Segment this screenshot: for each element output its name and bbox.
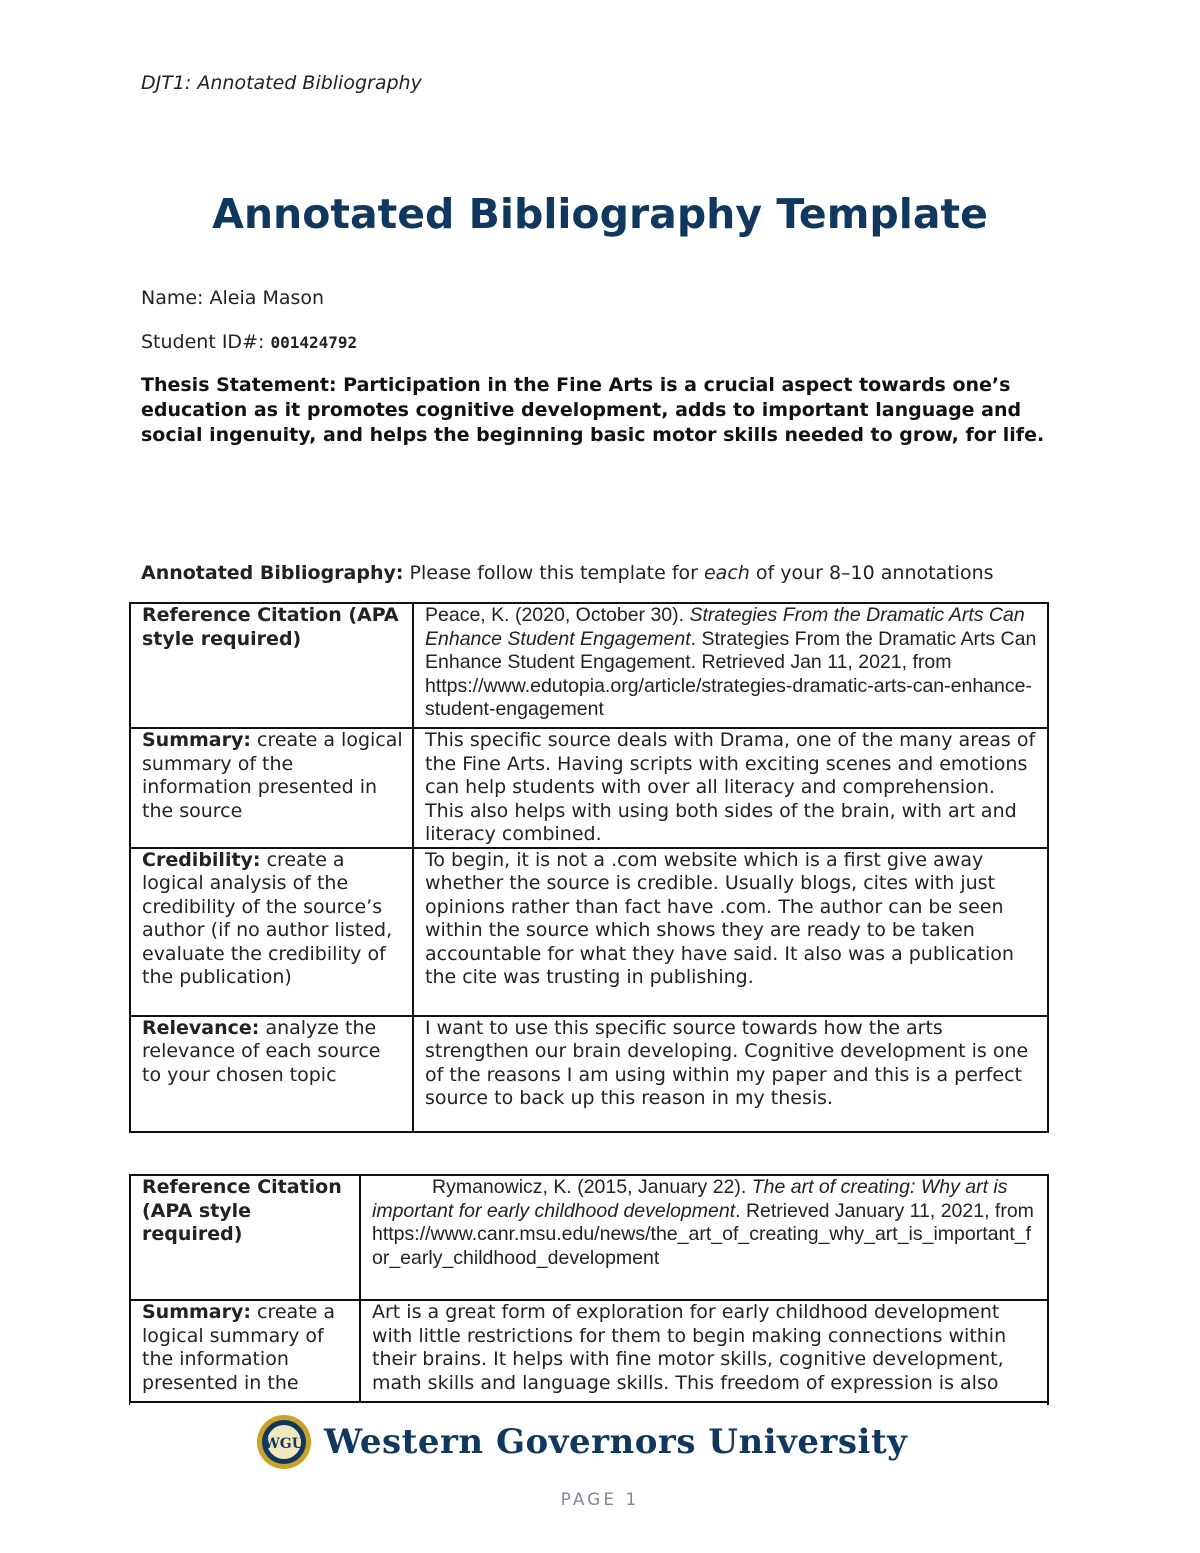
credibility-row [130,848,1048,1016]
annotation-table-1 [129,602,1049,1133]
summary-label: Summary: [142,729,251,751]
citation-author: Rymanowicz, K. (2015, January 22). [432,1176,752,1198]
summary-row [130,1300,1048,1404]
annotation-table-2 [129,1174,1049,1405]
instructions-text-after: of your 8–10 annotations [749,562,994,584]
summary-desc: create a logical summary of the information presented in the [142,1301,336,1394]
credibility-desc: create a logical analysis of the credibility of the source’s author (if no author listed, evaluate the credibility of the publication) [142,848,393,988]
instructions-emphasis: each [703,562,750,584]
summary-desc: create a logical summary of the information presented in the source [142,729,403,822]
relevance-label: Relevance: [142,1016,260,1039]
document-title: Annotated Bibliography Template [212,190,988,238]
name-field [141,287,324,309]
university-name: Western Governors University [324,1422,908,1462]
student-id-value: 001424792 [270,333,358,352]
relevance-label-cell [130,1016,413,1132]
relevance-desc: analyze the relevance of each source to your chosen topic [142,1016,381,1086]
instructions-label: Annotated Bibliography: [141,562,404,584]
citation-label-cell [130,603,413,728]
citation-row [130,1175,1048,1300]
citation-label-cell [130,1175,360,1300]
running-header: DJT1: Annotated Bibliography [141,72,422,94]
summary-label: Summary: [142,1301,251,1323]
summary-cell: Art is a great form of exploration for early childhood development with little restrictions for them to begin making connections within their brains. It helps with fine motor skills, cognitive development, math skills and language skills. This freedom of expression is also [360,1300,1048,1404]
citation-title: Strategies From the Dramatic Arts Can Enhance Student Engagement [425,604,1025,650]
citation-cell [360,1175,1048,1300]
citation-author: Peace, K. (2020, October 30). [425,604,690,626]
citation-rest: . Strategies From the Dramatic Arts Can Enhance Student Engagement. Retrieved Jan 11, 2021, from https://www.edutopia.org/article/strategies-dramatic-arts-can-enhance-student-engagement [425,627,1037,720]
summary-row [130,728,1048,848]
student-id-field [141,331,357,353]
summary-cell: This specific source deals with Drama, one of the many areas of the Fine Arts. Having scripts with exciting scenes and emotions can help students with over all literacy and comprehension. This also helps with using both sides of the brain, with art and literacy combined. [413,728,1048,848]
instructions-text-before: Please follow this template for [403,562,704,584]
citation-rest: . Retrieved January 11, 2021, from https://www.canr.msu.edu/news/the_art_of_creating_why_art_is_important_for_early_childhood_development [372,1199,1034,1269]
credibility-label-cell [130,848,413,1016]
table-bottom-border [129,1401,1047,1403]
citation-row [130,603,1048,728]
thesis-statement: Thesis Statement: Participation in the Fine Arts is a crucial aspect towards one’s education as it promotes cognitive development, adds to important language and social ingenuity, and helps the beginning basic motor skills needed to grow, for life. [141,374,1045,446]
citation-label: Reference Citation (APA style required) [142,604,399,650]
name-label: Name: [141,287,204,309]
credibility-label: Credibility: [142,848,261,871]
summary-label-cell [130,728,413,848]
wgu-seal-icon [256,1414,312,1470]
instructions-line [141,562,994,584]
seal-text: WGU [264,1436,304,1452]
citation-title: The art of creating: Why art is important for early childhood development [372,1176,1041,1222]
relevance-row [130,1016,1048,1132]
student-id-label: Student ID#: [141,331,265,353]
summary-label-cell [130,1300,360,1404]
credibility-cell: To begin, it is not a .com website which is a first give away whether the source is credible. Usually blogs, cites with just opinions rather than fact have .com. The author can be seen within the source which shows they are ready to be taken accountable for what they have said. It also was a publication the cite was trusting in publishing. [413,848,1048,1016]
name-value: Aleia Mason [209,287,325,309]
footer-logo [256,1412,907,1472]
citation-cell [413,603,1048,728]
citation-label: Reference Citation (APA style required) [142,1176,342,1245]
relevance-cell: I want to use this specific source towards how the arts strengthen our brain developing. Cognitive development is one of the reasons I am using within my paper and this is a perfect source to back up this reason in my thesis. [413,1016,1048,1132]
page-number: PAGE 1 [560,1490,640,1510]
